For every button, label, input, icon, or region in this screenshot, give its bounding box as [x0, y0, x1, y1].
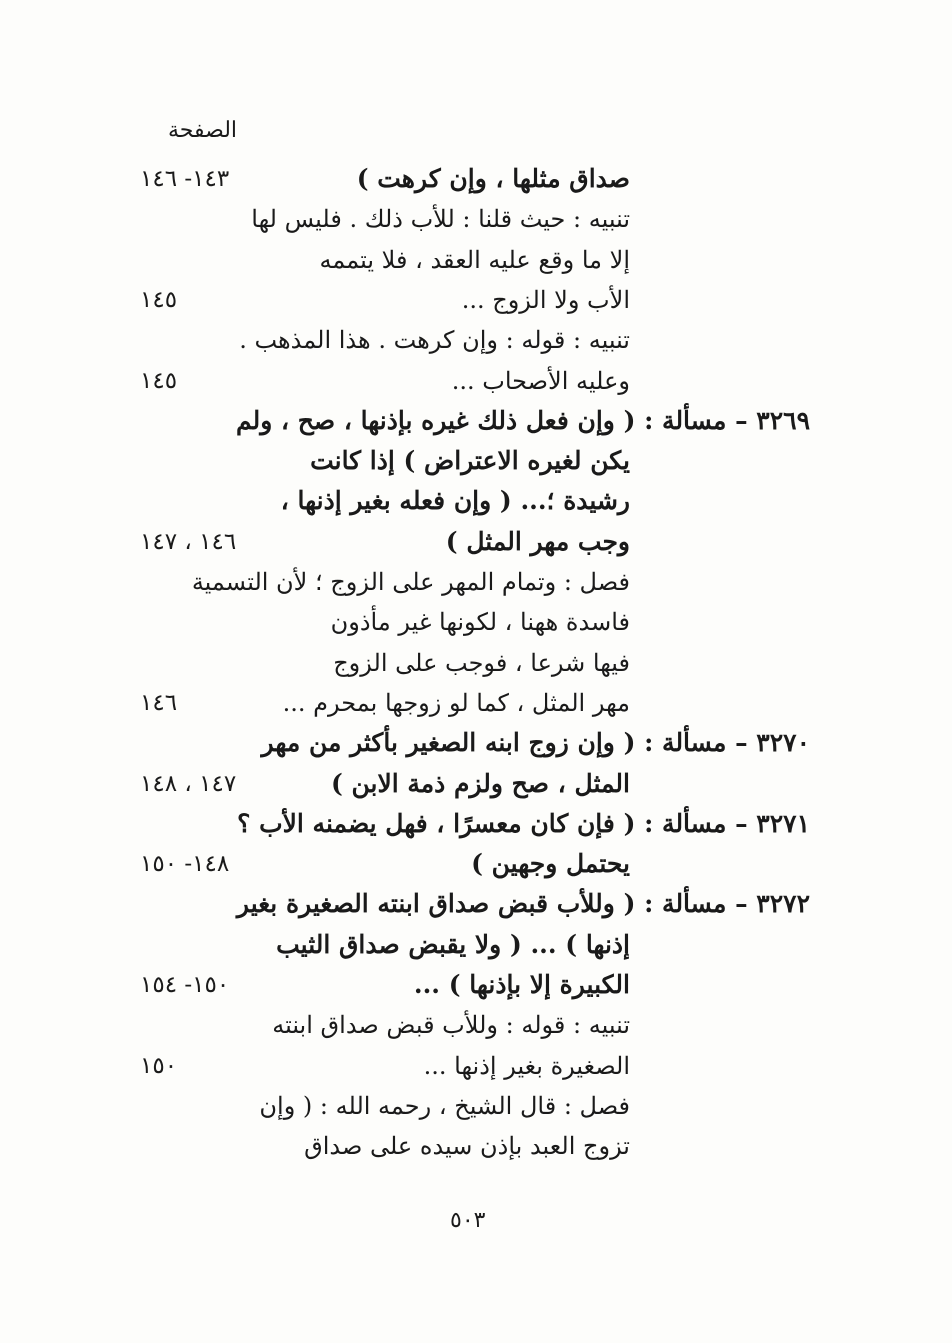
index-entry [120, 765, 820, 803]
index-entry [120, 321, 820, 359]
index-entry [120, 402, 820, 440]
index-entry [120, 442, 820, 480]
index-entry [120, 1127, 820, 1165]
index-entry [120, 1087, 820, 1125]
index-entry [120, 523, 820, 561]
entry-page-ref: ١٤٨- ١٥٠ [140, 851, 230, 878]
index-entry [120, 603, 820, 641]
entry-text: المثل ، صح ولزم ذمة الابن ) [330, 768, 630, 798]
entry-text: ٣٢٧١ – مسألة : ( فإن كان معسرًا ، فهل يضمنه الأب ؟ [237, 808, 810, 838]
entry-text: ٣٢٦٩ – مسألة : ( وإن فعل ذلك غيره بإذنها ، صح ، ولم [235, 405, 810, 435]
index-entry [120, 966, 820, 1004]
entry-text: تنبيه : حيث قلنا : للأب ذلك . فليس لها [251, 205, 630, 234]
page-column-header: الصفحة [168, 118, 238, 143]
entry-text: فصل : قال الشيخ ، رحمه الله : ( وإن [259, 1091, 630, 1120]
index-entry [120, 885, 820, 923]
entry-text: فاسدة ههنا ، لكونها غير مأذون [330, 608, 630, 637]
index-entry [120, 1006, 820, 1044]
entry-text: فصل : وتمام المهر على الزوج ؛ لأن التسمية [191, 568, 630, 596]
index-entry [120, 684, 820, 722]
entry-page-ref: ١٤٥ [140, 286, 178, 313]
entry-text: فيها شرعا ، فوجب على الزوج [333, 648, 630, 677]
index-entry [120, 845, 820, 883]
entry-text: يحتمل وجهين ) [471, 849, 630, 879]
entry-text: ٣٢٧٢ – مسألة : ( وللأب قبض صداق ابنته الصغيرة بغير [236, 889, 810, 919]
entry-text: تزوج العبد بإذن سيده على صداق [304, 1132, 630, 1161]
entry-text: تنبيه : قوله : وإن كرهت . هذا المذهب . [239, 326, 630, 355]
index-entry [120, 200, 820, 238]
entry-text: تنبيه : قوله : وللأب قبض صداق ابنته [272, 1011, 630, 1040]
entry-page-ref: ١٤٦ ، ١٤٧ [140, 528, 237, 555]
index-entry [120, 1047, 820, 1085]
entry-text: الأب ولا الزوج ... [461, 285, 630, 314]
entry-page-ref: ١٥٠- ١٥٤ [140, 972, 230, 998]
entry-text: يكن لغيره الاعتراض ) إذا كانت [310, 446, 630, 476]
entry-page-ref: ١٤٣- ١٤٦ [140, 166, 230, 192]
index-entry [120, 805, 820, 843]
entry-page-ref: ١٤٥ [140, 367, 178, 394]
entry-page-ref: ١٥٠ [140, 1052, 178, 1079]
page-number: ٥٠٣ [450, 1208, 486, 1233]
entry-text: وجب مهر المثل ) [445, 526, 630, 556]
index-entry [120, 926, 820, 964]
index-entry [120, 160, 820, 198]
index-entry [120, 362, 820, 400]
entry-text: الكبيرة إلا بإذنها ) ... [413, 970, 630, 999]
entry-text: ٣٢٧٠ – مسألة : ( وإن زوج ابنه الصغير بأكثر من مهر [261, 728, 810, 758]
entry-text: إذنها ) ... ( ولا يقبض صداق الثيب [276, 929, 630, 959]
entry-text: وعليه الأصحاب ... [451, 366, 630, 395]
entry-text: صداق مثلها ، وإن كرهت ) [356, 164, 630, 193]
entry-text: الصغيرة بغير إذنها ... [423, 1051, 630, 1080]
entry-text: رشيدة ؛... ( وإن فعله بغير إذنها ، [280, 486, 630, 516]
index-entry [120, 281, 820, 319]
index-entry [120, 482, 820, 520]
index-entry [120, 644, 820, 682]
entry-page-ref: ١٤٧ ، ١٤٨ [140, 770, 237, 797]
index-entry [120, 724, 820, 762]
index-entry [120, 563, 820, 601]
entry-page-ref: ١٤٦ [140, 689, 178, 716]
index-entry [120, 241, 820, 279]
entry-text: إلا ما وقع عليه العقد ، فلا يتممه [319, 245, 630, 274]
entry-text: مهر المثل ، كما لو زوجها بمحرم ... [282, 688, 630, 717]
